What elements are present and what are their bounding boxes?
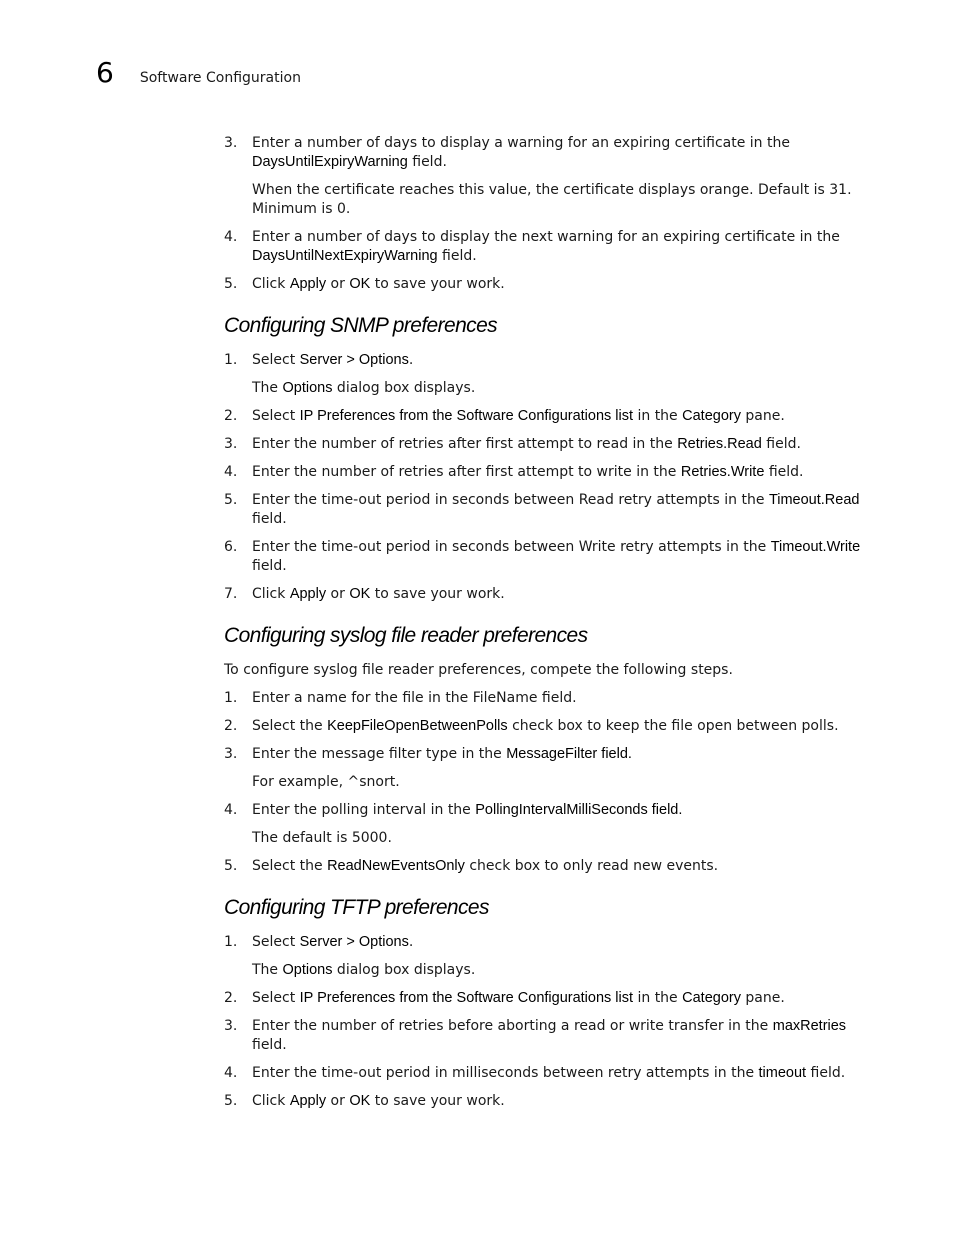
list-item: [224, 801, 874, 820]
text: or: [326, 586, 350, 602]
step-number: 4.: [224, 229, 238, 245]
step-number: 3.: [224, 436, 238, 452]
ui-term: Apply: [289, 1093, 327, 1109]
text: field.: [252, 558, 287, 574]
list-item: [224, 857, 874, 876]
text: Enter a number of days to display the next warning for an expiring certificate in the: [252, 229, 840, 245]
text: Click: [252, 1093, 290, 1109]
ui-term: Retries.Read: [677, 436, 762, 452]
step-number: 3.: [224, 135, 238, 151]
text: pane.: [740, 408, 785, 424]
step-note: When the certificate reaches this value, the certificate displays orange. Default is 31. Minimum is 0.: [252, 182, 852, 217]
text: Select the: [252, 718, 328, 734]
ui-term: OK: [349, 586, 371, 602]
step-text: [252, 435, 874, 454]
step-text: [252, 717, 874, 736]
text: Enter the time-out period in seconds between Write retry attempts in the: [252, 539, 771, 555]
list-item: [224, 435, 874, 454]
step-text: [252, 275, 874, 294]
step-number: 5.: [224, 1093, 238, 1109]
step-number: 1.: [224, 690, 238, 706]
chapter-header: [96, 56, 301, 89]
text: Enter the time-out period in seconds between Read retry attempts in the: [252, 492, 769, 508]
list-item: [224, 407, 874, 426]
step-number: 5.: [224, 492, 238, 508]
text: Enter the number of retries before aborting a read or write transfer in the: [252, 1018, 773, 1034]
text: Select the: [252, 858, 328, 874]
text: Enter a number of days to display a warning for an expiring certificate in the: [252, 135, 790, 151]
list-item: [224, 1017, 874, 1055]
step-text: [252, 538, 874, 576]
step-text: [252, 351, 874, 370]
ui-term: Apply: [289, 276, 327, 292]
ui-term: Server > Options: [299, 934, 409, 950]
text: field.: [761, 436, 801, 452]
step-number: 3.: [224, 1018, 238, 1034]
step-number: 4.: [224, 802, 238, 818]
list-item: [224, 585, 874, 604]
list-item: [224, 228, 874, 266]
step-text: [252, 933, 874, 952]
step-text: [252, 857, 874, 876]
step-text: [252, 1064, 874, 1083]
step-note: For example, ^snort.: [252, 774, 400, 790]
text: field.: [437, 248, 477, 264]
list-item: [224, 134, 874, 172]
list-item: [224, 491, 874, 529]
list-item: [224, 717, 874, 736]
step-note: [252, 379, 874, 398]
text: Enter the time-out period in milliseconds between retry attempts in the: [252, 1065, 759, 1081]
text: dialog box displays.: [332, 380, 476, 396]
ui-term: ReadNewEventsOnly: [327, 858, 465, 874]
ui-term: MessageFilter field.: [506, 746, 632, 762]
text: to save your work.: [370, 1093, 505, 1109]
page-content: [224, 134, 874, 1120]
list-item: [224, 538, 874, 576]
step-text: [252, 989, 874, 1008]
text: pane.: [740, 990, 785, 1006]
ui-term: Options: [282, 380, 333, 396]
ui-term: timeout: [758, 1065, 807, 1081]
step-text: Enter a name for the file in the FileName field.: [252, 690, 577, 706]
text: Enter the number of retries after first attempt to read in the: [252, 436, 678, 452]
text: Click: [252, 586, 290, 602]
text: Select: [252, 408, 300, 424]
text: Select: [252, 352, 300, 368]
list-item: [224, 933, 874, 952]
step-number: 2.: [224, 990, 238, 1006]
text: Select: [252, 934, 300, 950]
text: field.: [252, 511, 287, 527]
text: or: [326, 1093, 350, 1109]
ui-term: Options: [282, 962, 333, 978]
step-text: [252, 801, 874, 820]
ui-term: Timeout.Read: [768, 492, 860, 508]
section-intro: To configure syslog file reader preferences, compete the following steps.: [224, 662, 733, 678]
ui-term: DaysUntilNextExpiryWarning: [252, 248, 438, 264]
text: The: [252, 962, 283, 978]
chapter-number: 6: [96, 56, 114, 89]
step-text: [252, 745, 874, 764]
step-text: [252, 1017, 874, 1055]
step-text: [252, 1092, 874, 1111]
step-number: 2.: [224, 408, 238, 424]
step-text: [252, 134, 874, 172]
text: Enter the polling interval in the: [252, 802, 476, 818]
list-item: [224, 689, 874, 708]
step-note: [252, 961, 874, 980]
text: field.: [764, 464, 804, 480]
step-number: 3.: [224, 746, 238, 762]
ui-term: Category: [682, 990, 741, 1006]
ui-term: Apply: [289, 586, 327, 602]
ui-term: IP Preferences from the Software Configurations list: [299, 990, 634, 1006]
text: field.: [806, 1065, 846, 1081]
section-heading-syslog: Configuring syslog file reader preferences: [224, 624, 588, 647]
text: in the: [633, 408, 683, 424]
step-number: 5.: [224, 276, 238, 292]
text: Select: [252, 990, 300, 1006]
ui-term: Category: [682, 408, 741, 424]
text: field.: [407, 154, 447, 170]
text: to save your work.: [370, 276, 505, 292]
section-heading-snmp: Configuring SNMP preferences: [224, 314, 498, 337]
step-number: 1.: [224, 934, 238, 950]
step-number: 1.: [224, 352, 238, 368]
step-number: 6.: [224, 539, 238, 555]
text: .: [408, 934, 414, 950]
chapter-title: Software Configuration: [139, 70, 301, 86]
step-note: The default is 5000.: [252, 830, 392, 846]
step-text: [252, 463, 874, 482]
text: to save your work.: [370, 586, 505, 602]
text: The: [252, 380, 283, 396]
list-item: [224, 989, 874, 1008]
list-item: [224, 275, 874, 294]
ui-term: OK: [349, 1093, 371, 1109]
ui-term: OK: [349, 276, 371, 292]
text: Enter the message filter type in the: [252, 746, 507, 762]
text: or: [326, 276, 350, 292]
step-text: [252, 407, 874, 426]
section-heading-tftp: Configuring TFTP preferences: [224, 896, 489, 919]
step-text: [252, 585, 874, 604]
step-number: 4.: [224, 1065, 238, 1081]
ui-term: PollingIntervalMilliSeconds field.: [475, 802, 683, 818]
step-number: 5.: [224, 858, 238, 874]
step-number: 7.: [224, 586, 238, 602]
ui-term: maxRetries: [772, 1018, 847, 1034]
step-number: 2.: [224, 718, 238, 734]
step-number: 4.: [224, 464, 238, 480]
text: Click: [252, 276, 290, 292]
text: dialog box displays.: [332, 962, 476, 978]
ui-term: Server > Options: [299, 352, 409, 368]
ui-term: Timeout.Write: [770, 539, 861, 555]
text: check box to keep the file open between polls.: [507, 718, 839, 734]
list-item: [224, 463, 874, 482]
text: check box to only read new events.: [464, 858, 719, 874]
text: Enter the number of retries after first attempt to write in the: [252, 464, 681, 480]
step-text: [252, 228, 874, 266]
list-item: [224, 1092, 874, 1111]
list-item: [224, 745, 874, 764]
list-item: [224, 1064, 874, 1083]
ui-term: DaysUntilExpiryWarning: [252, 154, 408, 170]
ui-term: Retries.Write: [680, 464, 765, 480]
list-item: [224, 351, 874, 370]
text: .: [408, 352, 414, 368]
text: field.: [252, 1037, 287, 1053]
ui-term: KeepFileOpenBetweenPolls: [327, 718, 508, 734]
step-text: [252, 491, 874, 529]
ui-term: IP Preferences from the Software Configurations list: [299, 408, 634, 424]
text: in the: [633, 990, 683, 1006]
